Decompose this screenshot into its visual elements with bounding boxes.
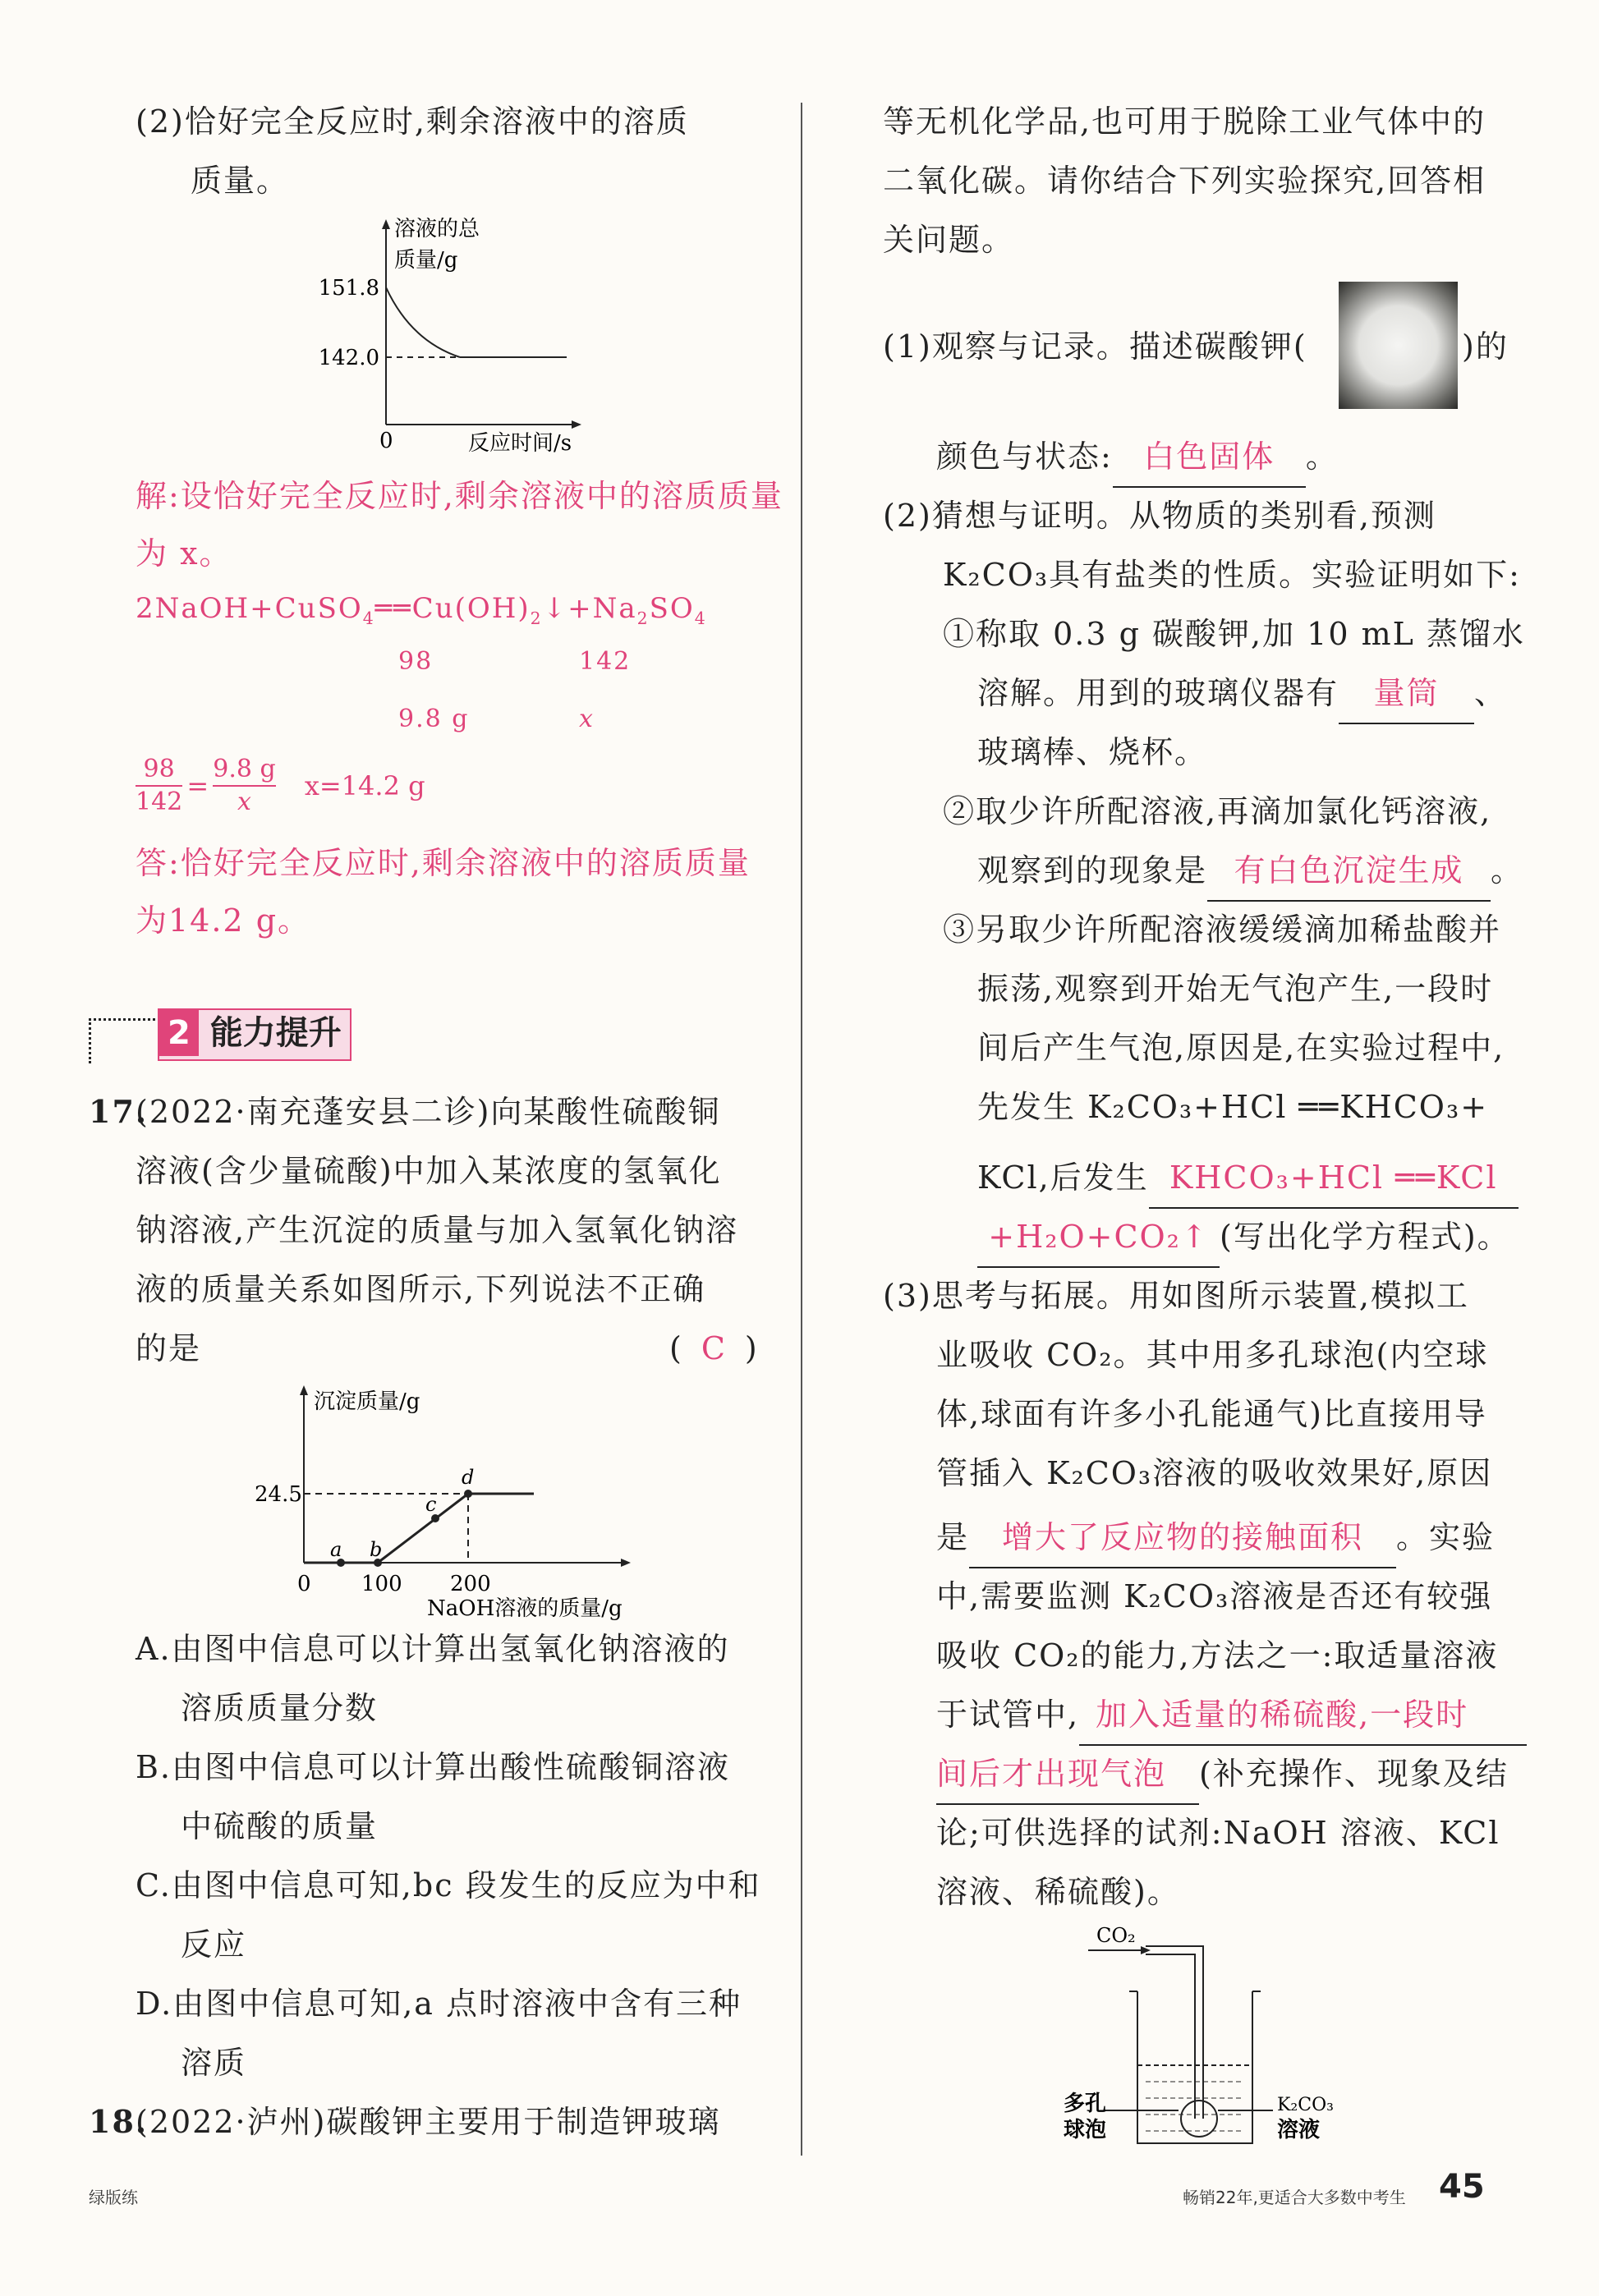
s3-answer1: KHCO₃+HCl ══KCl	[1149, 1148, 1519, 1209]
absorption-apparatus	[1047, 1913, 1392, 2151]
q17-line1: (2022·南充蓬安县二诊)向某酸性硫酸铜	[136, 1094, 721, 1130]
s3-line1: ③另取少许所配溶液缓缓滴加稀盐酸并	[943, 912, 1502, 948]
svg-text:100: 100	[361, 1572, 402, 1596]
option-c-line2: 反应	[181, 1926, 247, 1963]
graph1-x-arrow	[572, 420, 581, 429]
p3-line12: 溶液、稀硫酸)。	[936, 1874, 1180, 1910]
q17-line2: 溶液(含少量硫酸)中加入某浓度的氢氧化	[136, 1153, 722, 1189]
p3-answer: 增大了反应物的接触面积	[969, 1508, 1396, 1568]
s1-answer: 量筒	[1339, 664, 1474, 724]
mass-x: x	[579, 705, 595, 733]
q2-line2: 质量。	[191, 163, 290, 199]
p3-line2: 业吸收 CO₂。其中用多孔球泡(内空球	[936, 1337, 1489, 1373]
svg-text:a: a	[330, 1538, 342, 1561]
s1-line3: 玻璃棒、烧杯。	[977, 734, 1208, 770]
s2-answer: 有白色沉淀生成	[1207, 841, 1491, 902]
svg-text:0: 0	[297, 1572, 311, 1596]
r-line1: 等无机化学品,也可用于脱除工业气体中的	[883, 103, 1486, 140]
graph2-point-d	[464, 1490, 472, 1498]
option-d-line2: 溶质	[181, 2045, 247, 2081]
column-divider	[801, 103, 802, 2156]
p2-line2: K₂CO₃具有盐类的性质。实验证明如下:	[943, 557, 1521, 593]
p2-line1: (2)猜想与证明。从物质的类别看,预测	[883, 498, 1436, 534]
footer-right: 畅销22年,更适合大多数中考生	[1183, 2188, 1406, 2207]
graph1-origin: 0	[379, 429, 393, 453]
solution-label1: K₂CO₃	[1277, 2095, 1334, 2115]
p3-line9: 于试管中, 加入适量的稀硫酸,一段时	[936, 1685, 1527, 1746]
graph1-y-low: 142.0	[318, 346, 379, 370]
q18-number: 18.	[89, 2103, 149, 2140]
p3-line4: 管插入 K₂CO₃溶液的吸收效果好,原因	[936, 1455, 1493, 1491]
s3-line6: +H₂O+CO₂↑ (写出化学方程式)。	[977, 1207, 1510, 1268]
r-line3: 关问题。	[883, 222, 1015, 258]
s3-line5: KCl,后发生 KHCO₃+HCl ══KCl	[977, 1148, 1519, 1209]
page-number: 45	[1439, 2168, 1485, 2206]
p3-line5: 是 增大了反应物的接触面积 。实验	[936, 1508, 1495, 1568]
graph1-ylabel2: 质量/g	[394, 248, 458, 273]
s3-answer2: +H₂O+CO₂↑	[977, 1207, 1220, 1268]
p1-answer: 白色固体	[1113, 427, 1306, 488]
q17-number: 17.	[89, 1093, 149, 1130]
graph1-y-high: 151.8	[318, 276, 379, 301]
p3-answer2a: 加入适量的稀硫酸,一段时	[1079, 1685, 1527, 1746]
p3-line1: (3)思考与拓展。用如图所示装置,模拟工	[883, 1278, 1469, 1314]
option-b-line2: 中硫酸的质量	[181, 1808, 379, 1844]
s3-line2: 振荡,观察到开始无气泡产生,一段时	[977, 971, 1494, 1007]
q17-line4: 液的质量关系如图所示,下列说法不正确	[136, 1271, 706, 1307]
p1-line2: 颜色与状态: 白色固体 。	[936, 427, 1339, 488]
q18-line1: (2022·泸州)碳酸钾主要用于制造钾玻璃	[136, 2104, 721, 2140]
proportion: $\frac{98}{142}$ = $\frac{9.8 g}{x}$ x=14.2 g	[136, 755, 425, 816]
graph2-segment-bd	[378, 1494, 468, 1563]
svg-text:d: d	[462, 1466, 475, 1489]
co2-label: CO₂	[1096, 1924, 1136, 1947]
s2-line2: 观察到的现象是 有白色沉淀生成 。	[977, 841, 1523, 902]
frac2-den: x	[237, 788, 251, 816]
q17-answer-bracket: ( C )	[669, 1330, 759, 1366]
p1-text-a: (1)观察与记录。描述碳酸钾(	[883, 328, 1307, 365]
potassium-carbonate-photo	[1339, 282, 1458, 409]
svg-text:b: b	[370, 1538, 383, 1561]
s1-line2: 溶解。用到的玻璃仪器有 量筒 、	[977, 664, 1507, 724]
p3-answer2b: 间后才出现气泡	[936, 1744, 1199, 1805]
svg-text:c: c	[425, 1493, 437, 1516]
frac1-den: 142	[136, 788, 183, 816]
mass-9-8g: 9.8 g	[398, 705, 470, 733]
q17-line3: 钠溶液,产生沉淀的质量与加入氢氧化钠溶	[136, 1212, 739, 1248]
p3-line3: 体,球面有许多小孔能通气)比直接用导	[936, 1396, 1487, 1432]
mass-98: 98	[398, 647, 434, 676]
s1-line1: ①称取 0.3 g 碳酸钾,加 10 mL 蒸馏水	[943, 616, 1525, 652]
bubble-label1: 多孔	[1064, 2092, 1107, 2116]
chemical-equation: $2NaOH+CuSO_4══Cu(OH)_2↓+Na_2SO_4$	[136, 592, 707, 628]
footer-left: 绿版练	[89, 2188, 138, 2207]
x-result: x=14.2 g	[304, 770, 425, 801]
graph1-curve	[386, 287, 460, 357]
answer-line2: 为14.2 g。	[136, 902, 311, 939]
bubble-label2: 球泡	[1064, 2118, 1107, 2142]
graph2-y-val: 24.5	[255, 1482, 302, 1507]
q17-answer: C	[701, 1330, 727, 1366]
s2-line1: ②取少许所配溶液,再滴加氯化钙溶液,	[943, 793, 1492, 829]
option-a-line2: 溶质质量分数	[181, 1690, 379, 1726]
option-a-line1: A.由图中信息可以计算出氢氧化钠溶液的	[136, 1631, 730, 1667]
graph2-xlabel: NaOH溶液的质量/g	[427, 1596, 623, 1621]
p3-line7: 中,需要监测 K₂CO₃溶液是否还有较强	[936, 1578, 1493, 1614]
answer-line1: 答:恰好完全反应时,剩余溶液中的溶质质量	[136, 845, 751, 881]
svg-text:200: 200	[450, 1572, 491, 1596]
graph1-ylabel1: 溶液的总	[394, 218, 480, 241]
q17-line5: 的是	[136, 1330, 202, 1366]
mass-142: 142	[579, 647, 632, 676]
graph1-y-arrow	[382, 219, 390, 229]
frac2-num: 9.8 g	[213, 754, 275, 787]
p3-line11: 论;可供选择的试剂:NaOH 溶液、KCl	[936, 1815, 1500, 1851]
precipitate-graph	[238, 1384, 665, 1622]
q2-line1: (2)恰好完全反应时,剩余溶液中的溶质	[136, 103, 689, 140]
graph2-ylabel: 沉淀质量/g	[314, 1389, 420, 1414]
r-line2: 二氧化碳。请你结合下列实验探究,回答相	[883, 163, 1486, 199]
option-b-line1: B.由图中信息可以计算出酸性硫酸铜溶液	[136, 1749, 731, 1785]
option-c-line1: C.由图中信息可知,bc 段发生的反应为中和	[136, 1867, 761, 1903]
option-d-line1: D.由图中信息可知,a 点时溶液中含有三种	[136, 1986, 742, 2022]
solution-label2: 溶液	[1277, 2118, 1321, 2142]
solution-mass-graph	[304, 218, 591, 464]
graph1-xlabel: 反应时间/s	[468, 431, 572, 456]
p3-line8: 吸收 CO₂的能力,方法之一:取适量溶液	[936, 1637, 1499, 1674]
section-header	[158, 1008, 352, 1061]
s3-line3: 间后产生气泡,原因是,在实验过程中,	[977, 1030, 1505, 1066]
p1-text-b: )的	[1462, 328, 1509, 365]
p3-line10: 间后才出现气泡 (补充操作、现象及结	[936, 1744, 1509, 1805]
section-number: 2	[159, 1010, 199, 1056]
frac1-num: 98	[136, 754, 182, 787]
section-title: 能力提升	[209, 1014, 342, 1052]
s3-line4: 先发生 K₂CO₃+HCl ══KHCO₃+	[977, 1089, 1489, 1125]
solution-line1: 解:设恰好完全反应时,剩余溶液中的溶质质量	[136, 478, 783, 514]
solution-line2: 为 x。	[136, 535, 232, 572]
